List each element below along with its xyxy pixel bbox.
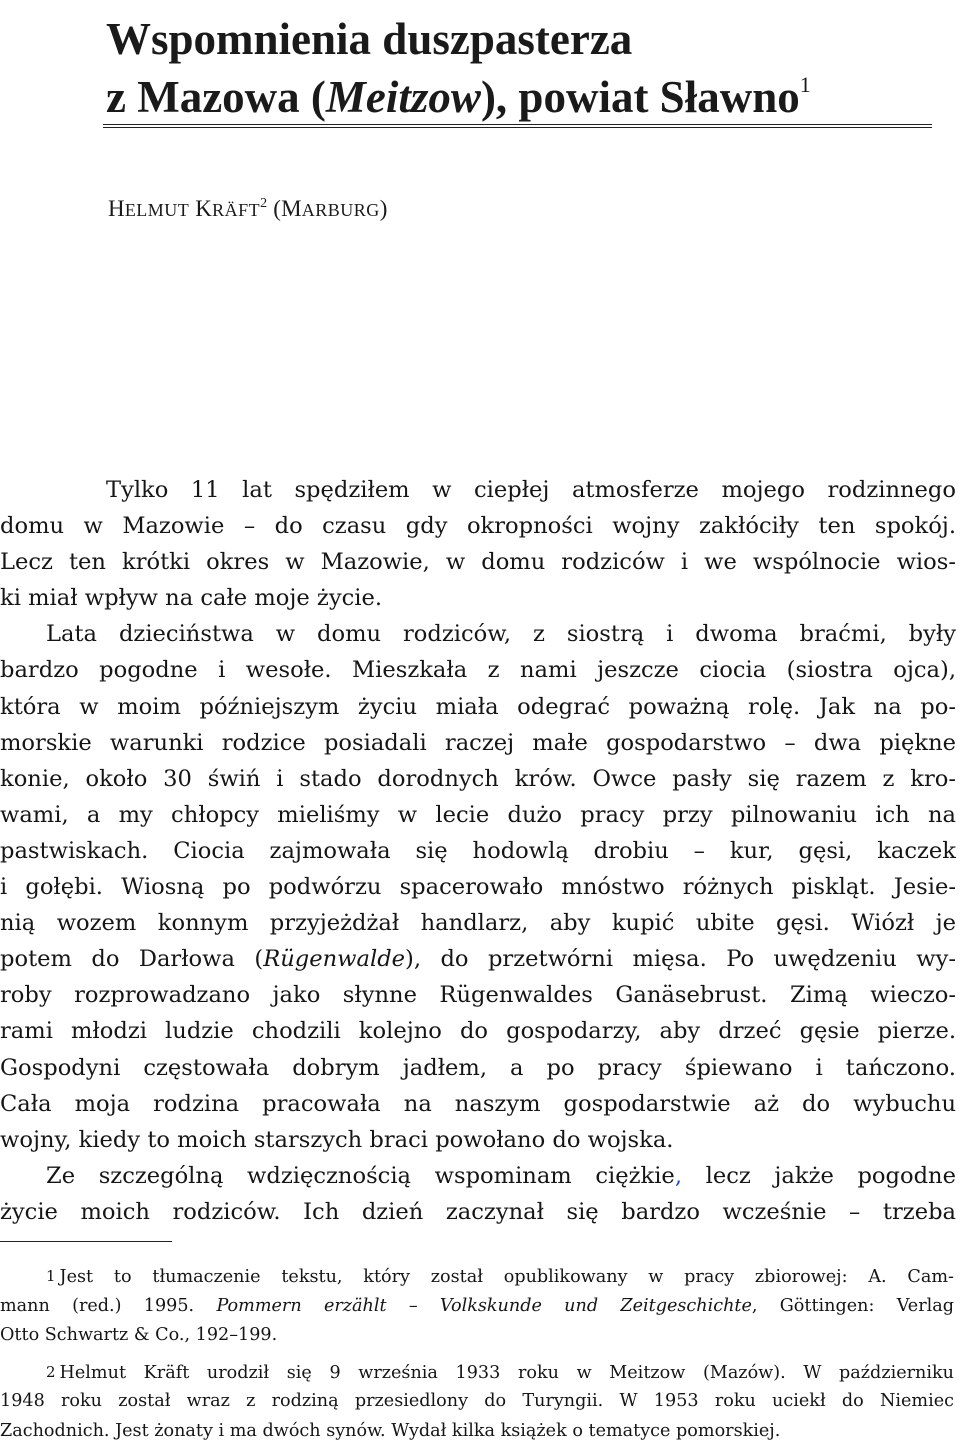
body-text-segment: lecz jakże pogodne [682, 1162, 956, 1189]
body-line: wami, a my chłopcy mieliśmy w lecie dużo pracy przy pilnowaniu ich na [0, 801, 956, 828]
title-text-pre: z Mazowa ( [106, 72, 326, 122]
title-footnote-mark[interactable]: 1 [799, 72, 811, 97]
body-line: domu w Mazowie – do czasu gdy okropności wojny zakłóciły ten spokój. [0, 513, 956, 540]
footnote-1-line [0, 1262, 954, 1292]
author-affiliation-close: ) [379, 196, 388, 221]
footnote-1-line: Otto Schwartz & Co., 192–199. [0, 1325, 278, 1346]
footnote-separator [0, 1241, 172, 1242]
body-line: bardzo pogodne i wesołe. Mieszkała z nami jeszcze ciocia (siostra ojca), [0, 657, 956, 684]
article-body [0, 472, 956, 1230]
author-smallcaps-elmut: ELMUT [124, 200, 190, 220]
body-line: wojny, kiedy to moich starszych braci powołano do wojska. [0, 1126, 674, 1153]
body-text-segment: Ze szczególną wdzięcznością wspominam ciężkie [46, 1162, 675, 1189]
author-footnote-mark[interactable]: 2 [260, 196, 268, 211]
body-line: i gołębi. Wiosną po podwórzu spacerowało mnóstwo różnych piskląt. Jesie- [0, 874, 956, 901]
body-line: która w moim późniejszym życiu miała odegrać poważną rolę. Jak na po- [0, 693, 956, 720]
author-smallcaps-raft: RÄFT [212, 200, 261, 220]
author-initial-h: H [108, 196, 125, 221]
body-line: nią wozem konnym przyjeżdżał handlarz, aby kupić ubite gęsi. Wiózł je [0, 910, 956, 937]
body-line [0, 1158, 956, 1194]
footnote-2-text: Helmut Kräft urodził się 9 września 1933 roku w Meitzow (Mazów). W październiku [59, 1362, 954, 1383]
body-line: pastwiskach. Ciocia zajmowała się hodowlą drobiu – kur, gęsi, kaczek [0, 837, 956, 864]
title-text-post: ), powiat Sławno [480, 72, 800, 122]
title-italic-meitzow: Meitzow [325, 72, 481, 122]
footnotes [0, 1262, 954, 1447]
footnote-2-line: 1948 roku został wraz z rodziną przesiedlony do Turyngii. W 1953 roku uciekł do Niemiec [0, 1391, 954, 1412]
title-line-1: Wspomnienia duszpasterza [106, 14, 633, 64]
footnote-1-text: , Göttingen: Verlag [751, 1295, 954, 1316]
footnote-1-italic-title: Pommern erzählt – Volkskunde und Zeitgeschichte [216, 1295, 752, 1316]
body-italic-rugenwalde: Rügenwalde [263, 946, 406, 973]
footnote-2-line [0, 1358, 954, 1388]
footnote-1-number: 1 [46, 1267, 56, 1285]
body-line: rami młodzi ludzie chodzili kolejno do gospodarzy, aby drzeć gęsie pierze. [0, 1018, 956, 1045]
body-text-segment: potem do Darłowa ( [0, 946, 264, 973]
body-line: Tylko 11 lat spędziłem w ciepłej atmosferze mojego rodzinnego [106, 477, 956, 503]
body-line: roby rozprowadzano jako słynne Rügenwaldes Ganäsebrust. Zimą wieczo- [0, 982, 956, 1009]
body-line: Lecz ten krótki okres w Mazowie, w domu rodziców i we wspólnocie wios- [0, 549, 956, 576]
body-line: Cała moja rodzina pracowała na naszym gospodarstwie aż do wybuchu [0, 1090, 956, 1117]
body-line: Gospodyni częstowała dobrym jadłem, a po pracy śpiewano i tańczono. [0, 1054, 956, 1081]
author-initial-k: K [195, 196, 213, 221]
body-line: życie moich rodziców. Ich dzień zaczynał się bardzo wcześnie – trzeba [0, 1198, 956, 1225]
title-line-2 [106, 68, 932, 126]
footnote-2-line: Zachodnich. Jest żonaty i ma dwóch synów. Wydał kilka książek o tematyce pomorskiej. [0, 1420, 781, 1441]
title-double-rule [103, 124, 932, 128]
author-line [108, 196, 388, 222]
body-line: konie, około 30 świń i stado dorodnych krów. Owce pasły się razem z kro- [0, 765, 956, 792]
footnote-1-text: mann (red.) 1995. [0, 1295, 217, 1316]
footnote-1-line [0, 1292, 954, 1322]
author-affiliation-open: (M [267, 196, 302, 221]
body-line: morskie warunki rodzice posiadali raczej małe gospodarstwo – dwa piękne [0, 729, 956, 756]
body-line: Lata dzieciństwa w domu rodziców, z siostrą i dwoma braćmi, były [46, 621, 956, 648]
body-text-segment: ), do przetwórni mięsa. Po uwędzeniu wy- [405, 946, 956, 973]
body-line: ki miał wpływ na całe moje życie. [0, 585, 383, 612]
article-title [106, 10, 932, 126]
footnote-1-text: Jest to tłumaczenie tekstu, który został opublikowany w pracy zbiorowej: A. Cam- [59, 1267, 954, 1287]
author-affiliation-smallcaps: ARBURG [301, 200, 380, 220]
footnote-2-number: 2 [46, 1362, 56, 1381]
body-line [0, 941, 956, 977]
body-blue-comma: , [674, 1162, 682, 1189]
